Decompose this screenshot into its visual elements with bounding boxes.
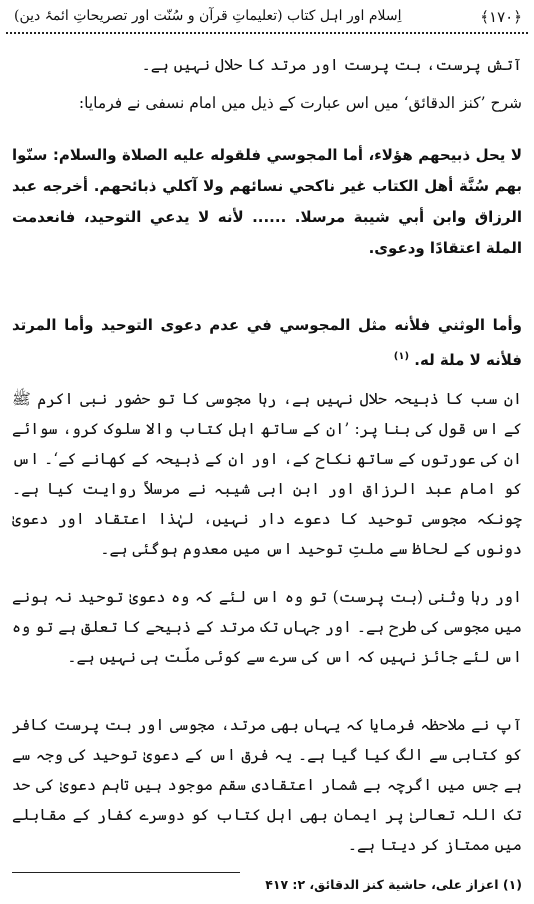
arabic-quote-2: [12, 310, 522, 376]
sharh-intro: شرح ’کنز الدقائق‘ میں اس عبارت کے ذیل میں امام نسفی نے فرمایا:: [78, 94, 522, 112]
header-divider: [6, 32, 528, 34]
running-title: اِسلام اور اہل کتاب (تعلیماتِ قرآن و سُنّت اور تصریحاتِ ائمۂ دین): [14, 8, 402, 24]
summary-paragraph: آپ نے ملاحظہ فرمایا کہ یہاں بھی مرتد، مجوسی اور بت پرست کافر کو کتابی سے الگ کیا گیا ہے۔ یہ فرق اس کے دعویٰ توحید کی وجہ سے ہے جس میں اگرچہ بے شمار اعتقادی سقم موجود ہیں تاہم دعویٰ کی حد تک اللہ تعالیٰ پر ایمان بھی اہل کتاب کو دوسرے کفار کے مقابلے میں ممتاز کر دیتا ہے۔: [12, 716, 522, 854]
footnote-divider: [12, 872, 240, 873]
arabic-quote-1: لا يحل ذبيحهم هؤلاء، أما المجوسي فلقوله عليه الصلاة والسلام: سنّوا بهم سُنَّة أهل الكتاب غير ناكحي نسائهم ولا آكلي ذبائحهم. أخرجه عبد الرزاق وابن أبي شيبة مرسلا. ...... لأنه لا يدعي التوحيد، فانعدمت الملة اعتقادًا ودعوى.: [12, 146, 522, 257]
page-header: [8, 4, 526, 32]
arabic-quote-2-text: وأما الوثني فلأنه مثل المجوسي في عدم دعوى التوحيد وأما المرتد فلأنه لا ملة له.: [12, 316, 522, 369]
footnote-reference: (۱): [393, 351, 410, 362]
page-number: ﴿۱۷۰﴾: [480, 8, 522, 26]
translation-paragraph: ان سب کا ذبیحہ حلال نہیں ہے، رہا مجوسی کا تو حضور نبی اکرم ﷺ کے اس قول کی بنا پر: ’ان کے ساتھ اہل کتاب والا سلوک کرو، سوائے ان کی عورتوں کے ساتھ نکاح کے، اور ان کے ذبیحہ کے کھانے کے‘۔ اس کو امام عبد الرزاق اور ابن ابی شیبہ نے مرسلاً روایت کیا ہے۔ چونکہ مجوسی توحید کا دعوے دار نہیں، لہٰذا اعتقاد اور دعویٰ دونوں کے لحاظ سے ملتِ توحید اس میں معدوم ہوگئی ہے۔: [12, 390, 522, 558]
wathani-paragraph: اور رہا وثنی (بت پرست) تو وہ اس لئے کہ وہ دعویٰ توحید نہ ہونے میں مجوسی کی طرح ہے۔ اور جہاں تک مرتد کے ذبیحے کا تعلق ہے تو وہ اس لئے جائز نہیں کہ اس کی سرے سے کوئی ملّت ہی نہیں ہے۔: [12, 588, 522, 666]
intro-line: آتش پرست، بت پرست اور مرتد کا حلال نہیں ہے۔: [141, 56, 522, 74]
footnote: (۱) اعزاز علی، حاشية كنز الدقائق، ۲: ۴۱۷: [265, 877, 522, 892]
